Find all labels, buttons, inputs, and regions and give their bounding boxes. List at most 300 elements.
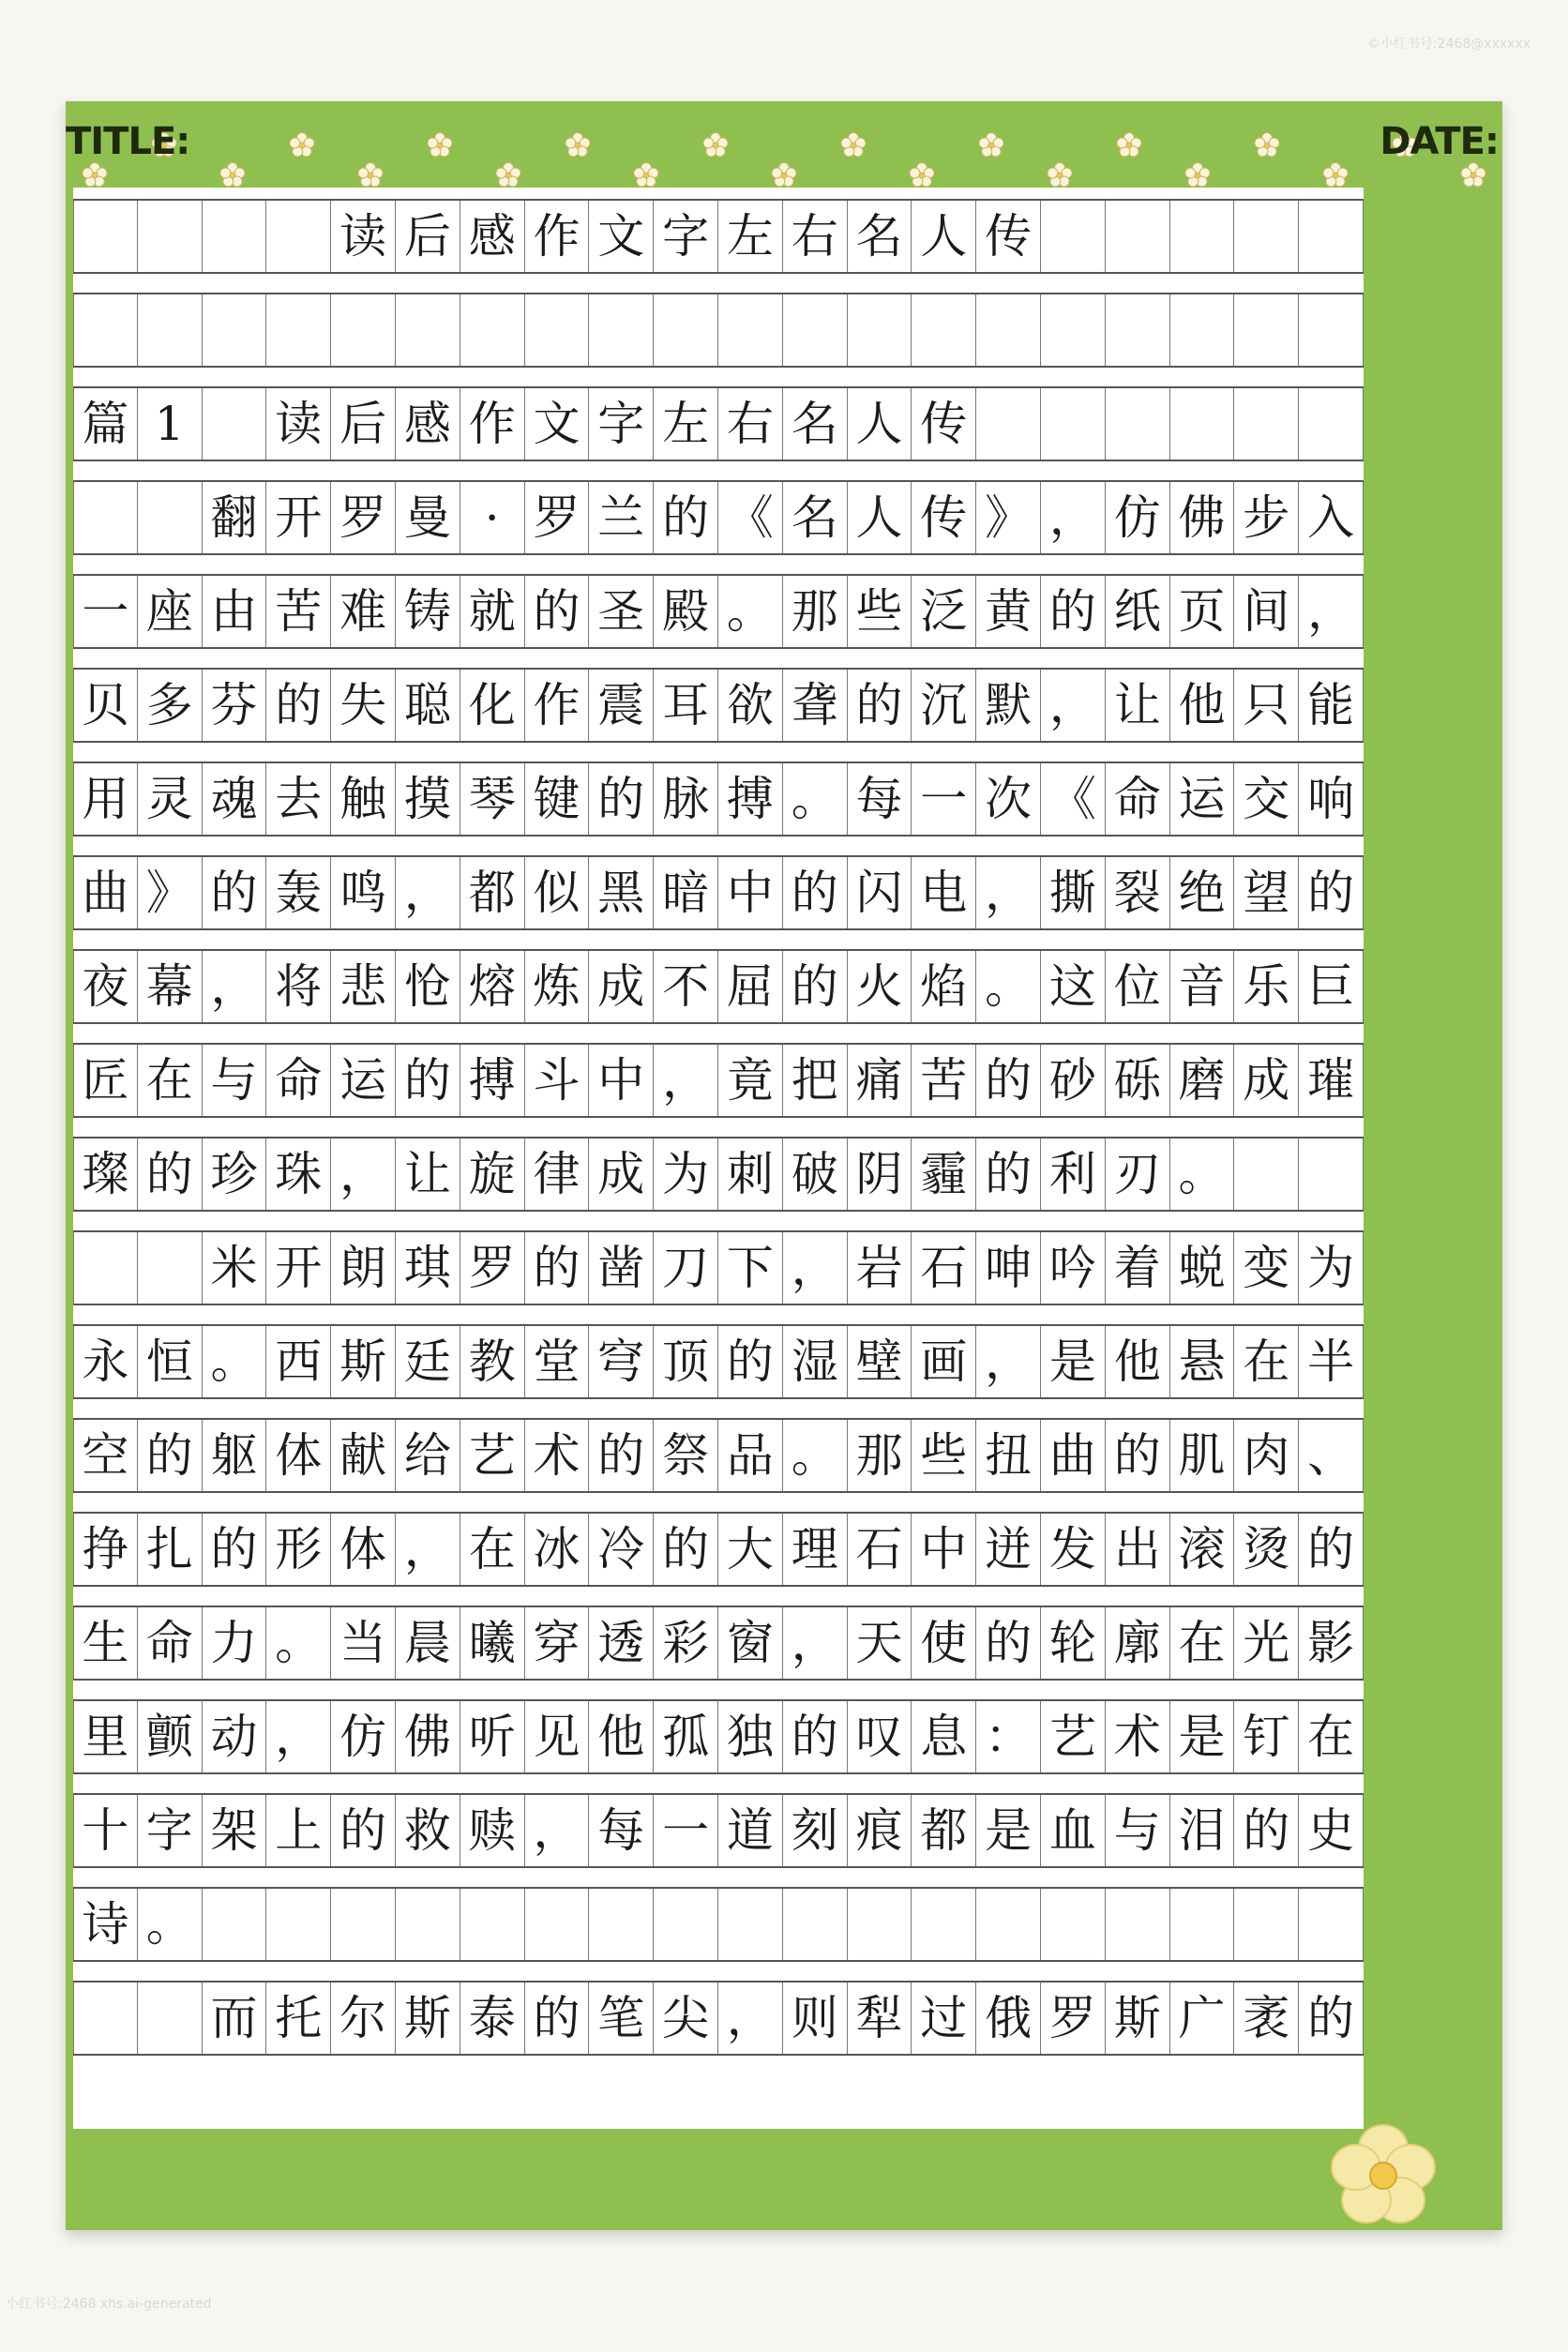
grid-cell: 字 (654, 201, 718, 272)
grid-cell: 他 (589, 1701, 654, 1772)
grid-cell: 扭 (976, 1420, 1041, 1491)
grid-cell: 作 (525, 670, 590, 741)
grid-cell: 廷 (396, 1326, 460, 1397)
grid-cell: 罗 (525, 482, 590, 553)
grid-cell: 朗 (331, 1232, 396, 1304)
grid-cell: 暗 (654, 857, 718, 928)
grid-cell: 灵 (138, 763, 203, 835)
grid-cell: 曦 (460, 1607, 525, 1679)
grid-cell: 默 (976, 670, 1041, 741)
grid-cell (1106, 294, 1170, 366)
grid-cell: 滚 (1170, 1514, 1235, 1585)
grid-cell: 尔 (331, 1983, 396, 2054)
grid-cell: 芬 (203, 670, 267, 741)
grid-cell: 孤 (654, 1701, 718, 1772)
grid-cell: 。 (1170, 1138, 1235, 1210)
blossom-icon (1044, 159, 1076, 191)
grid-cell: 就 (460, 576, 525, 647)
grid-cell (1041, 388, 1106, 460)
grid-cell: 步 (1234, 482, 1299, 553)
grid-cell: 每 (848, 763, 912, 835)
grid-cell: 动 (203, 1701, 267, 1772)
grid-cell: 成 (589, 1138, 654, 1210)
grid-cell: 的 (1106, 1420, 1170, 1491)
grid-cell: 人 (848, 388, 912, 460)
grid-cell: ： (976, 1701, 1041, 1772)
grid-cell: 的 (589, 1420, 654, 1491)
grid-cell (331, 1889, 396, 1960)
grid-cell (203, 201, 267, 272)
grid-cell (331, 294, 396, 366)
grid-cell: 》 (138, 857, 203, 928)
grid-cell (73, 482, 138, 553)
blossom-icon (700, 129, 731, 161)
grid-cell (1299, 1889, 1364, 1960)
grid-cell: 人 (912, 201, 976, 272)
grid-cell (783, 1889, 848, 1960)
grid-cell: 那 (783, 576, 848, 647)
grid-cell (1234, 1889, 1299, 1960)
grid-cell: 失 (331, 670, 396, 741)
grid-cell: 1 (138, 388, 203, 460)
grid-cell: 的 (1299, 857, 1364, 928)
grid-cell (460, 1889, 525, 1960)
grid-cell (396, 294, 460, 366)
grid-cell: 泰 (460, 1983, 525, 2054)
grid-cell (1170, 388, 1235, 460)
grid-cell: 旋 (460, 1138, 525, 1210)
grid-cell: 一 (654, 1795, 718, 1866)
grid-cell: 将 (266, 951, 331, 1022)
grid-cell: 、 (1299, 1420, 1364, 1491)
grid-cell: 。 (203, 1326, 267, 1397)
grid-row (73, 574, 1364, 649)
grid-cell: 命 (266, 1045, 331, 1116)
grid-cell: 》 (976, 482, 1041, 553)
grid-cell: 冰 (525, 1514, 590, 1585)
grid-cell: 间 (1234, 576, 1299, 647)
grid-cell: 把 (783, 1045, 848, 1116)
writing-grid (73, 188, 1364, 2129)
grid-cell: 天 (848, 1607, 912, 1679)
grid-cell: 搏 (460, 1045, 525, 1116)
grid-cell: 息 (912, 1701, 976, 1772)
grid-cell: 痕 (848, 1795, 912, 1866)
grid-cell: 让 (396, 1138, 460, 1210)
grid-row (73, 386, 1364, 461)
grid-cell: 望 (1234, 857, 1299, 928)
grid-cell: 十 (73, 1795, 138, 1866)
grid-cell: 罗 (1041, 1983, 1106, 2054)
grid-cell: 殿 (654, 576, 718, 647)
grid-cell: 多 (138, 670, 203, 741)
grid-cell: 人 (848, 482, 912, 553)
grid-cell: 匠 (73, 1045, 138, 1116)
grid-cell: 教 (460, 1326, 525, 1397)
grid-cell: 吟 (1041, 1232, 1106, 1304)
grid-cell: 用 (73, 763, 138, 835)
grid-cell: 曲 (73, 857, 138, 928)
grid-cell (73, 1232, 138, 1304)
grid-cell (138, 294, 203, 366)
blossom-icon (975, 129, 1007, 161)
grid-cell: 开 (266, 1232, 331, 1304)
grid-cell: 苦 (266, 576, 331, 647)
grid-cell: 。 (976, 951, 1041, 1022)
grid-cell: 叹 (848, 1701, 912, 1772)
grid-cell: 每 (589, 1795, 654, 1866)
grid-cell: 刃 (1106, 1138, 1170, 1210)
grid-cell: ， (266, 1701, 331, 1772)
blossom-icon (1182, 159, 1214, 191)
grid-cell: 上 (266, 1795, 331, 1866)
grid-cell (203, 294, 267, 366)
grid-cell: 俄 (976, 1983, 1041, 2054)
grid-cell (1234, 201, 1299, 272)
grid-row (73, 1043, 1364, 1118)
grid-cell: 痛 (848, 1045, 912, 1116)
grid-cell: 的 (138, 1420, 203, 1491)
grid-cell (73, 294, 138, 366)
grid-cell (73, 1983, 138, 2054)
blossom-icon (1457, 159, 1489, 191)
grid-cell: 的 (138, 1138, 203, 1210)
grid-cell: 都 (460, 857, 525, 928)
grid-row (73, 668, 1364, 743)
grid-cell: 大 (718, 1514, 783, 1585)
grid-cell: 轰 (266, 857, 331, 928)
grid-cell: 电 (912, 857, 976, 928)
grid-cell: ， (525, 1795, 590, 1866)
grid-cell: 过 (912, 1983, 976, 2054)
grid-cell: 影 (1299, 1607, 1364, 1679)
grid-cell: 他 (1170, 670, 1235, 741)
grid-cell: 些 (912, 1420, 976, 1491)
grid-cell: ， (976, 857, 1041, 928)
grid-cell: 体 (266, 1420, 331, 1491)
grid-cell (138, 201, 203, 272)
grid-cell: 欲 (718, 670, 783, 741)
blossom-icon (1319, 159, 1351, 191)
grid-row (73, 1793, 1364, 1868)
blossom-icon (492, 159, 524, 191)
grid-cell: 珍 (203, 1138, 267, 1210)
grid-cell: 佛 (1170, 482, 1235, 553)
grid-cell: 出 (1106, 1514, 1170, 1585)
grid-cell: 使 (912, 1607, 976, 1679)
grid-row (73, 1606, 1364, 1681)
grid-cell: 炼 (525, 951, 590, 1022)
grid-cell: 下 (718, 1232, 783, 1304)
grid-cell: 运 (1170, 763, 1235, 835)
grid-row (73, 1137, 1364, 1212)
grid-cell: 光 (1234, 1607, 1299, 1679)
grid-cell: 湿 (783, 1326, 848, 1397)
grid-cell: 石 (912, 1232, 976, 1304)
grid-cell: 键 (525, 763, 590, 835)
grid-cell (1106, 201, 1170, 272)
grid-cell (1234, 294, 1299, 366)
grid-cell: 的 (331, 1795, 396, 1866)
grid-cell: 彩 (654, 1607, 718, 1679)
grid-cell: 仿 (331, 1701, 396, 1772)
grid-cell (1299, 201, 1364, 272)
grid-cell: · (460, 482, 525, 553)
grid-cell: 的 (525, 1232, 590, 1304)
grid-cell: 中 (718, 857, 783, 928)
blossom-icon (906, 159, 938, 191)
grid-cell (266, 294, 331, 366)
grid-cell (654, 294, 718, 366)
grid-cell: 的 (783, 857, 848, 928)
grid-row (73, 1887, 1364, 1962)
grid-cell: 黑 (589, 857, 654, 928)
grid-cell: 闪 (848, 857, 912, 928)
grid-cell: 的 (654, 1514, 718, 1585)
grid-cell: 都 (912, 1795, 976, 1866)
grid-cell: 尖 (654, 1983, 718, 2054)
grid-cell: 是 (976, 1795, 1041, 1866)
grid-cell (396, 1889, 460, 1960)
grid-cell: 画 (912, 1326, 976, 1397)
grid-cell (848, 294, 912, 366)
grid-cell: 的 (1299, 1983, 1364, 2054)
grid-cell: 体 (331, 1514, 396, 1585)
grid-cell: 艺 (460, 1420, 525, 1491)
grid-cell: 顶 (654, 1326, 718, 1397)
grid-cell: 感 (396, 388, 460, 460)
grid-cell: 震 (589, 670, 654, 741)
grid-cell: 凿 (589, 1232, 654, 1304)
grid-cell: 在 (460, 1514, 525, 1585)
grid-cell: 则 (783, 1983, 848, 2054)
grid-cell: ， (1041, 670, 1106, 741)
grid-cell: 救 (396, 1795, 460, 1866)
grid-row (73, 761, 1364, 837)
grid-cell: 术 (525, 1420, 590, 1491)
grid-cell (976, 294, 1041, 366)
grid-cell: 运 (331, 1045, 396, 1116)
grid-cell: 那 (848, 1420, 912, 1491)
grid-cell: 透 (589, 1607, 654, 1679)
grid-cell: 的 (976, 1045, 1041, 1116)
grid-cell: 祭 (654, 1420, 718, 1491)
watermark-top: ©小红书号:2468@xxxxxx (1366, 37, 1530, 52)
grid-cell: 脉 (654, 763, 718, 835)
grid-cell: 躯 (203, 1420, 267, 1491)
grid-cell: 一 (912, 763, 976, 835)
grid-cell: 刺 (718, 1138, 783, 1210)
grid-cell (138, 1232, 203, 1304)
grid-cell: 魂 (203, 763, 267, 835)
grid-cell: 泪 (1170, 1795, 1235, 1866)
grid-cell (1041, 294, 1106, 366)
grid-cell: 轮 (1041, 1607, 1106, 1679)
grid-cell: ， (718, 1983, 783, 2054)
grid-cell: 犁 (848, 1983, 912, 2054)
grid-cell: 的 (976, 1607, 1041, 1679)
grid-cell: 《 (718, 482, 783, 553)
grid-cell: 后 (396, 201, 460, 272)
grid-cell (525, 294, 590, 366)
grid-cell: 沉 (912, 670, 976, 741)
grid-cell: 字 (589, 388, 654, 460)
grid-cell: 命 (138, 1607, 203, 1679)
grid-cell: 悬 (1170, 1326, 1235, 1397)
grid-cell: 壁 (848, 1326, 912, 1397)
grid-cell: 苦 (912, 1045, 976, 1116)
grid-cell: 兰 (589, 482, 654, 553)
grid-cell: 右 (718, 388, 783, 460)
grid-cell: 。 (783, 763, 848, 835)
grid-cell (1106, 388, 1170, 460)
grid-cell: 的 (203, 857, 267, 928)
grid-cell: 感 (460, 201, 525, 272)
grid-cell: 传 (912, 482, 976, 553)
grid-cell: 后 (331, 388, 396, 460)
grid-cell: 是 (1041, 1326, 1106, 1397)
grid-cell: ， (976, 1326, 1041, 1397)
grid-cell: 右 (783, 201, 848, 272)
grid-cell: 文 (525, 388, 590, 460)
grid-cell: 永 (73, 1326, 138, 1397)
grid-cell (1041, 1889, 1106, 1960)
grid-cell: 命 (1106, 763, 1170, 835)
blossom-icon (217, 159, 249, 191)
grid-cell: 曲 (1041, 1420, 1106, 1491)
grid-cell: ， (396, 857, 460, 928)
grid-cell: 米 (203, 1232, 267, 1304)
grid-cell (203, 388, 267, 460)
grid-cell: ， (783, 1232, 848, 1304)
grid-cell: 似 (525, 857, 590, 928)
grid-cell: 泛 (912, 576, 976, 647)
grid-cell: 穿 (525, 1607, 590, 1679)
grid-cell: 在 (1234, 1326, 1299, 1397)
grid-cell: 呻 (976, 1232, 1041, 1304)
grid-cell: 璀 (1299, 1045, 1364, 1116)
grid-cell: 的 (1041, 576, 1106, 647)
blossom-icon (1113, 129, 1145, 161)
grid-cell (589, 294, 654, 366)
grid-cell: 在 (1299, 1701, 1364, 1772)
grid-row (73, 293, 1364, 368)
grid-cell (73, 201, 138, 272)
date-label: DATE: (1380, 120, 1499, 163)
grid-cell (848, 1889, 912, 1960)
grid-cell: 左 (718, 201, 783, 272)
grid-row (73, 855, 1364, 930)
grid-cell: 廓 (1106, 1607, 1170, 1679)
grid-cell: 火 (848, 951, 912, 1022)
grid-cell: 给 (396, 1420, 460, 1491)
grid-cell: 磨 (1170, 1045, 1235, 1116)
grid-cell: 摸 (396, 763, 460, 835)
blossom-icon (768, 159, 800, 191)
grid-cell: 罗 (331, 482, 396, 553)
grid-cell: 钉 (1234, 1701, 1299, 1772)
grid-cell: 由 (203, 576, 267, 647)
grid-cell: 血 (1041, 1795, 1106, 1866)
grid-cell: 。 (138, 1889, 203, 1960)
grid-cell: ， (203, 951, 267, 1022)
grid-cell: 些 (848, 576, 912, 647)
grid-cell: ， (654, 1045, 718, 1116)
grid-row (73, 949, 1364, 1024)
grid-row (73, 1230, 1364, 1305)
grid-cell: 的 (654, 482, 718, 553)
grid-cell: 的 (1234, 1795, 1299, 1866)
grid-cell: 去 (266, 763, 331, 835)
grid-cell: 字 (138, 1795, 203, 1866)
grid-cell: 成 (1234, 1045, 1299, 1116)
grid-cell: 作 (525, 201, 590, 272)
grid-cell: 斯 (331, 1326, 396, 1397)
grid-cell (718, 294, 783, 366)
grid-cell (460, 294, 525, 366)
grid-cell (976, 1889, 1041, 1960)
title-label: TITLE: (66, 120, 190, 163)
grid-cell: 托 (266, 1983, 331, 2054)
grid-cell: 为 (1299, 1232, 1364, 1304)
grid-cell: 的 (203, 1514, 267, 1585)
grid-cell: 恒 (138, 1326, 203, 1397)
grid-cell: 里 (73, 1701, 138, 1772)
grid-cell (1234, 1138, 1299, 1210)
grid-cell (1299, 1138, 1364, 1210)
grid-cell: 的 (1299, 1514, 1364, 1585)
grid-cell: 的 (976, 1138, 1041, 1210)
grid-cell: 蜕 (1170, 1232, 1235, 1304)
grid-cell: 的 (848, 670, 912, 741)
grid-cell (266, 201, 331, 272)
grid-cell: 献 (331, 1420, 396, 1491)
grid-cell: 赎 (460, 1795, 525, 1866)
grid-cell: 笔 (589, 1983, 654, 2054)
grid-cell (266, 1889, 331, 1960)
grid-cell: 《 (1041, 763, 1106, 835)
grid-cell: 罗 (460, 1232, 525, 1304)
grid-cell: 广 (1170, 1983, 1235, 2054)
grid-cell: 架 (203, 1795, 267, 1866)
grid-cell: ， (1041, 482, 1106, 553)
grid-cell: 左 (654, 388, 718, 460)
grid-cell: 诗 (73, 1889, 138, 1960)
grid-cell: 西 (266, 1326, 331, 1397)
grid-cell: 只 (1234, 670, 1299, 741)
grid-cell: 窗 (718, 1607, 783, 1679)
grid-cell: 这 (1041, 951, 1106, 1022)
grid-cell: 乐 (1234, 951, 1299, 1022)
grid-cell: 与 (203, 1045, 267, 1116)
grid-cell (1106, 1889, 1170, 1960)
grid-cell: 术 (1106, 1701, 1170, 1772)
grid-cell: 琴 (460, 763, 525, 835)
grid-cell: 阴 (848, 1138, 912, 1210)
grid-cell: 形 (266, 1514, 331, 1585)
grid-row (73, 1324, 1364, 1399)
grid-cell: 岩 (848, 1232, 912, 1304)
grid-cell (525, 1889, 590, 1960)
grid-cell: 夜 (73, 951, 138, 1022)
blossom-icon (354, 159, 386, 191)
grid-cell: 砂 (1041, 1045, 1106, 1116)
grid-cell: 佛 (396, 1701, 460, 1772)
grid-cell: 幕 (138, 951, 203, 1022)
grid-cell: 次 (976, 763, 1041, 835)
grid-cell: 竟 (718, 1045, 783, 1116)
grid-cell: 名 (848, 201, 912, 272)
